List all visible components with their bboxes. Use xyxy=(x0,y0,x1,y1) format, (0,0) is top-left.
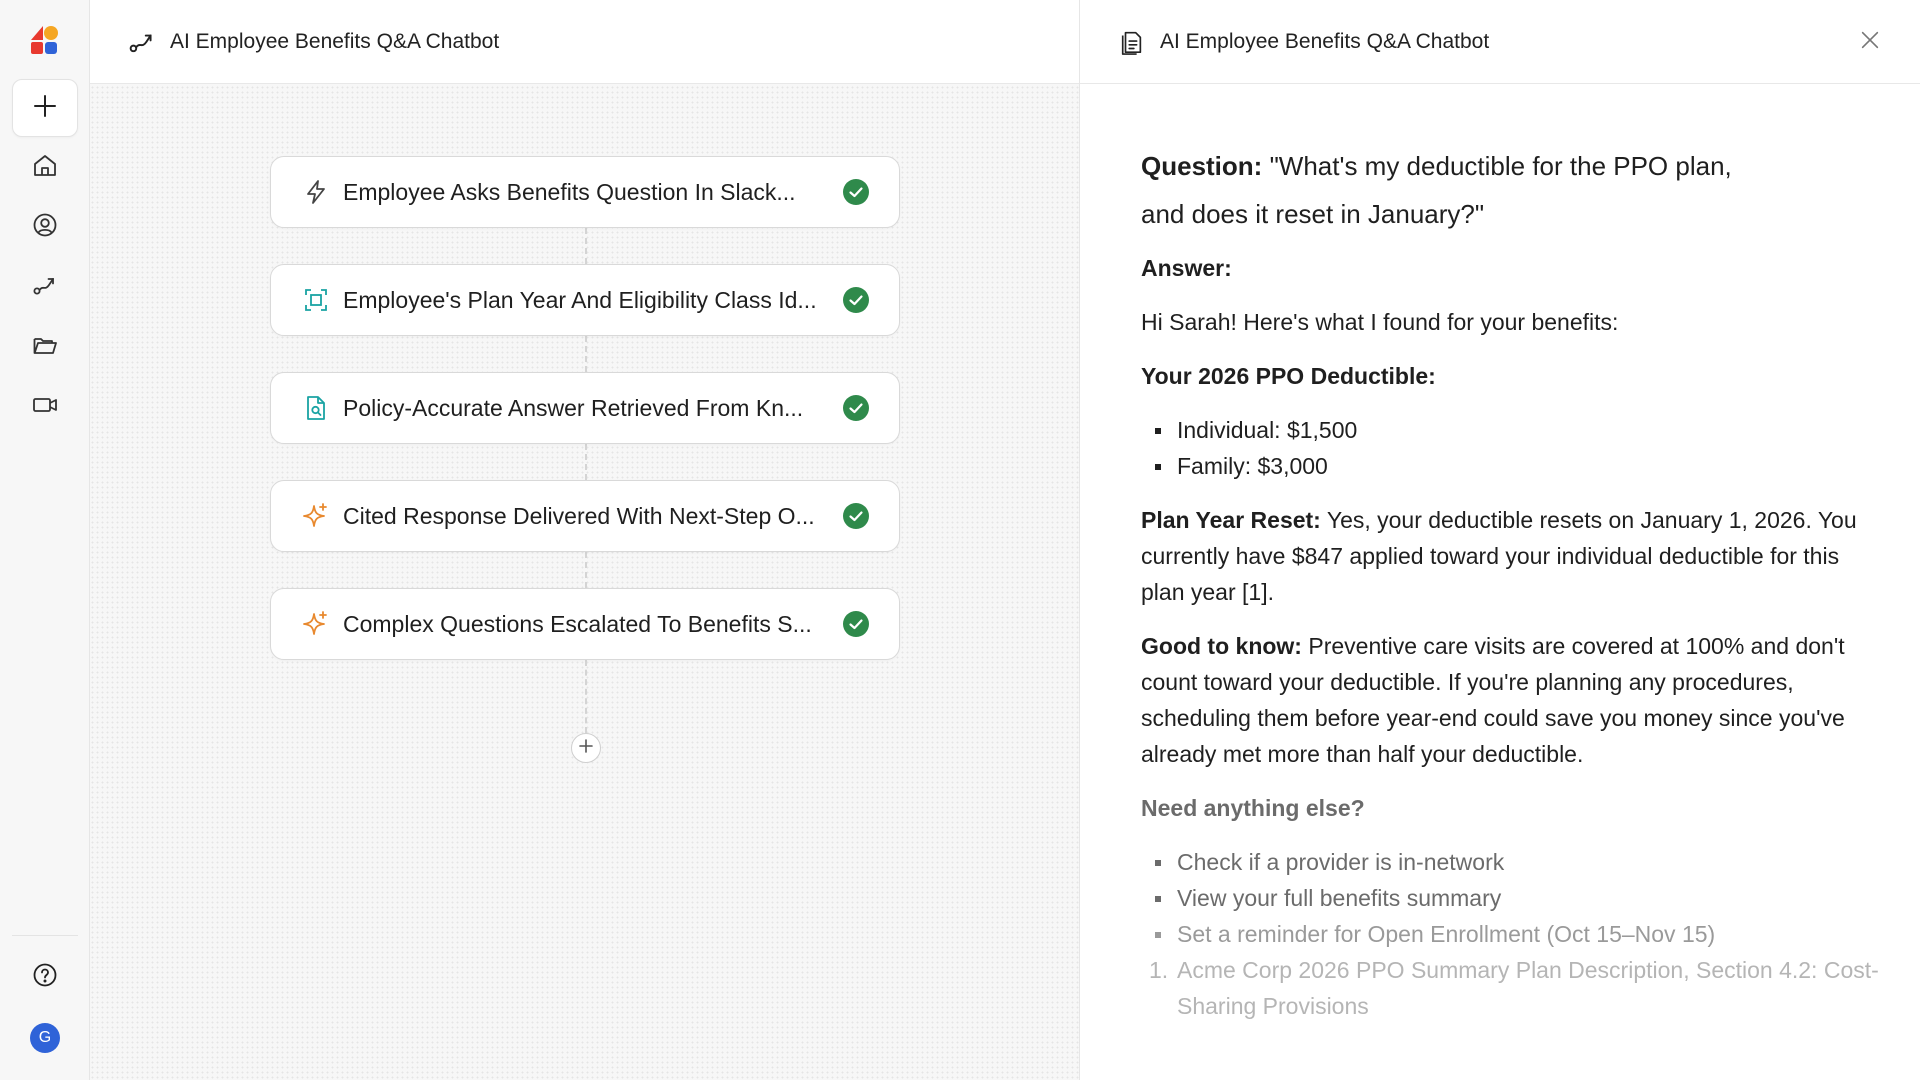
workflow-step[interactable] xyxy=(270,264,900,336)
check-circle-icon xyxy=(843,179,869,205)
scan-icon xyxy=(301,285,331,315)
deductible-heading: Your 2026 PPO Deductible: xyxy=(1141,363,1436,389)
good-to-know-paragraph xyxy=(1141,628,1881,772)
step-connector xyxy=(585,444,587,480)
check-circle-icon xyxy=(843,395,869,421)
home-icon xyxy=(31,151,59,184)
sidebar-item-home[interactable] xyxy=(12,138,78,196)
good-to-know-text: Preventive care visits are covered at 100% and don't count toward your deductible. If you're planning any procedures, scheduling them before year-end could save you money since you've already met more than half your deductible. xyxy=(1141,633,1845,767)
plus-icon xyxy=(31,92,59,125)
panel-title: AI Employee Benefits Q&A Chatbot xyxy=(1160,29,1490,53)
sidebar-item-workflows[interactable] xyxy=(12,258,78,316)
route-icon xyxy=(126,26,158,58)
close-button[interactable] xyxy=(1855,27,1885,57)
reset-paragraph xyxy=(1141,502,1881,610)
workflow-step[interactable] xyxy=(270,480,900,552)
check-circle-icon xyxy=(843,503,869,529)
doc-search-icon xyxy=(301,393,331,423)
sparkle-icon xyxy=(301,501,331,531)
panel-header xyxy=(1080,0,1920,84)
step-label: Complex Questions Escalated To Benefits S... xyxy=(343,610,812,637)
answer-content xyxy=(1141,142,1881,1024)
followup-list xyxy=(1141,844,1881,952)
followup-item[interactable]: Check if a provider is in-network xyxy=(1141,844,1881,880)
document-icon xyxy=(1118,28,1146,56)
deductible-list xyxy=(1141,412,1881,484)
citation-text: Acme Corp 2026 PPO Summary Plan Description, Section 4.2: Cost-Sharing Provisions xyxy=(1177,957,1879,1019)
greeting-text: Hi Sarah! Here's what I found for your benefits: xyxy=(1141,309,1619,335)
workflow-step[interactable] xyxy=(270,372,900,444)
route-icon xyxy=(31,271,59,304)
help-button[interactable] xyxy=(12,948,78,1006)
step-connector xyxy=(585,552,587,588)
sidebar-item-files[interactable] xyxy=(12,318,78,376)
step-connector xyxy=(585,336,587,372)
lightning-icon xyxy=(301,177,331,207)
sidebar-item-profile[interactable] xyxy=(12,198,78,256)
detail-panel xyxy=(1079,0,1920,1080)
step-label: Policy-Accurate Answer Retrieved From Kn... xyxy=(343,394,804,421)
answer-label: Answer: xyxy=(1141,255,1232,281)
workflow-step[interactable] xyxy=(270,156,900,228)
plus-icon xyxy=(578,738,594,759)
sidebar-divider xyxy=(12,935,78,936)
good-to-know-label: Good to know: xyxy=(1141,633,1302,659)
workflow-canvas xyxy=(90,0,1079,1080)
folder-icon xyxy=(31,331,59,364)
sparkle-icon xyxy=(301,609,331,639)
reset-label: Plan Year Reset: xyxy=(1141,507,1321,533)
avatar[interactable]: G xyxy=(30,1023,60,1053)
sidebar-item-recordings[interactable] xyxy=(12,378,78,436)
video-camera-icon xyxy=(31,391,59,424)
check-circle-icon xyxy=(843,287,869,313)
step-label: Cited Response Delivered With Next-Step O... xyxy=(343,502,815,529)
step-label: Employee Asks Benefits Question In Slack... xyxy=(343,178,796,205)
help-circle-icon xyxy=(31,961,59,994)
canvas-header xyxy=(90,0,1079,84)
new-button[interactable] xyxy=(12,79,78,137)
sidebar xyxy=(0,0,90,1080)
user-circle-icon xyxy=(31,211,59,244)
app-logo[interactable] xyxy=(29,24,61,56)
list-item: Individual: $1,500 xyxy=(1141,412,1881,448)
reset-text: Yes, your deductible resets on January 1, 2026. You currently have $847 applied toward your individual deductible for this plan year [1]. xyxy=(1141,507,1857,605)
question-block xyxy=(1141,142,1881,238)
list-item: Family: $3,000 xyxy=(1141,448,1881,484)
workflow-step[interactable] xyxy=(270,588,900,660)
close-icon xyxy=(1859,29,1881,56)
need-anything-heading: Need anything else? xyxy=(1141,795,1365,821)
question-text-continued: and does it reset in January?" xyxy=(1141,199,1485,229)
add-step-button[interactable] xyxy=(571,733,601,763)
citation-item xyxy=(1141,952,1881,1024)
citation-list xyxy=(1141,952,1881,1024)
followup-item[interactable]: Set a reminder for Open Enrollment (Oct 15–Nov 15) xyxy=(1141,916,1881,952)
step-connector xyxy=(585,228,587,264)
question-text: "What's my deductible for the PPO plan, xyxy=(1269,151,1732,181)
step-label: Employee's Plan Year And Eligibility Class Id... xyxy=(343,286,817,313)
citation-number: 1. xyxy=(1149,957,1169,983)
question-label: Question: xyxy=(1141,151,1263,181)
followup-item[interactable]: View your full benefits summary xyxy=(1141,880,1881,916)
step-connector xyxy=(585,660,587,733)
check-circle-icon xyxy=(843,611,869,637)
workflow-title: AI Employee Benefits Q&A Chatbot xyxy=(170,29,500,53)
